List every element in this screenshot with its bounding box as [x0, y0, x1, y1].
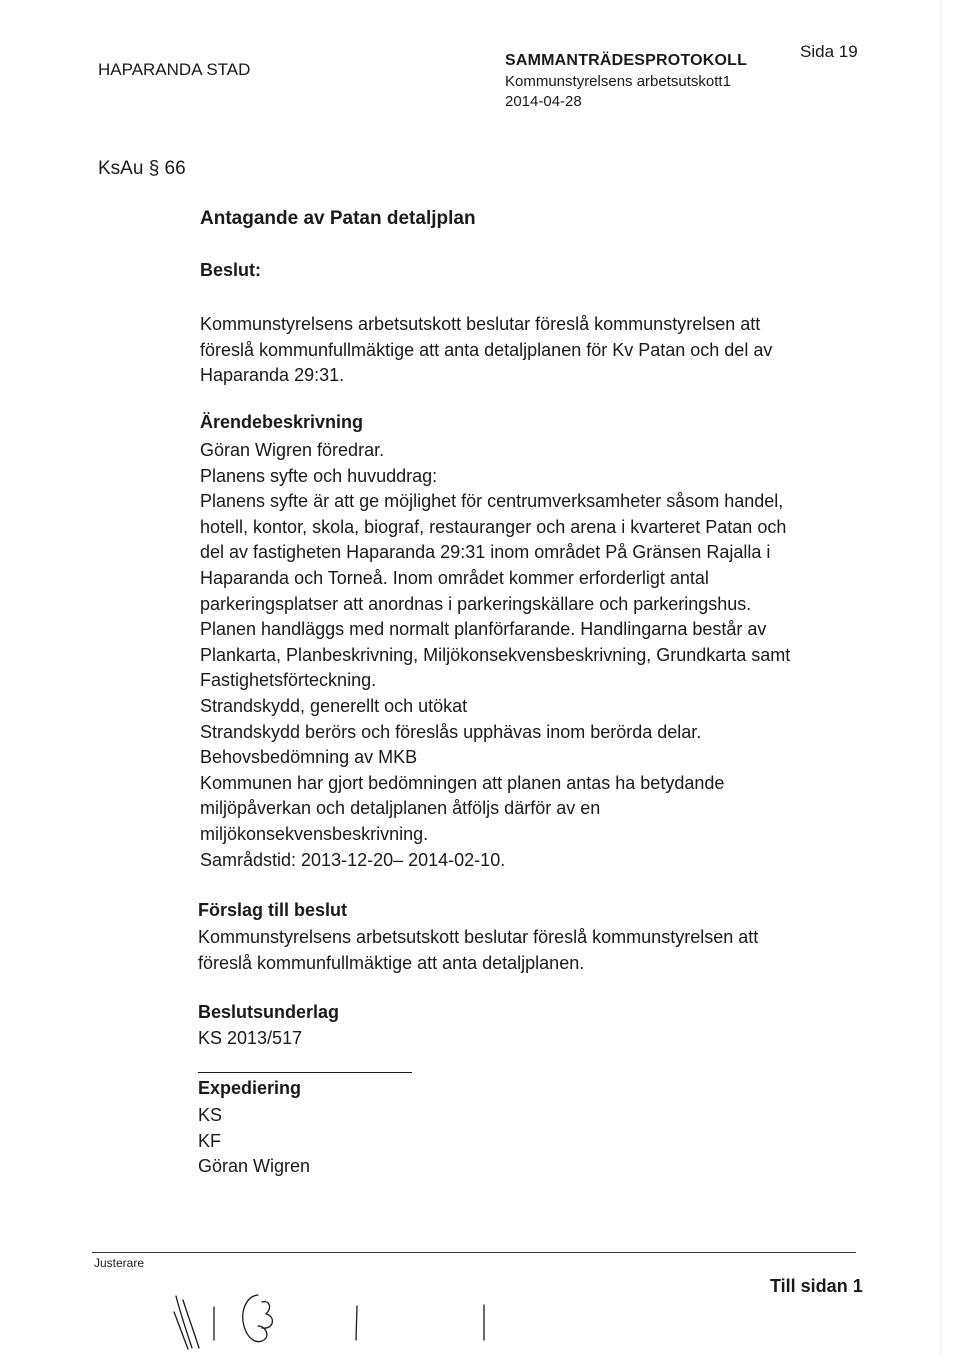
- case-line: Planens syfte och huvuddrag:: [200, 465, 438, 486]
- adjuster-label: Justerare: [94, 1256, 145, 1270]
- proposal-line: Kommunstyrelsens arbetsutskott beslutar föreslå kommunstyrelsen att: [198, 927, 759, 947]
- case-line: Planens syfte är att ge möjlighet för centrumverksamheter såsom handel,: [200, 491, 784, 512]
- case-line: Fastighetsförteckning.: [200, 670, 377, 691]
- case-line: del av fastigheten Haparanda 29:31 inom området På Gränsen Rajalla i: [200, 542, 771, 563]
- signature-stroke-4: [356, 1306, 357, 1340]
- next-page-label: Till sidan 1: [770, 1276, 863, 1296]
- case-line: Behovsbedömning av MKB: [200, 747, 418, 768]
- decision-line: Kommunstyrelsens arbetsutskott beslutar föreslå kommunstyrelsen att: [200, 314, 761, 334]
- case-line: Göran Wigren föredrar.: [200, 440, 385, 460]
- signature-initial-3: [243, 1295, 273, 1342]
- case-line: Strandskydd berörs och föreslås upphävas inom berörda delar.: [200, 721, 702, 742]
- case-line: Samrådstid: 2013-12-20– 2014-02-10.: [200, 849, 506, 870]
- organization-name: HAPARANDA STAD: [98, 60, 251, 79]
- dispatch-recipient: KF: [198, 1130, 222, 1151]
- committee-name: Kommunstyrelsens arbetsutskott1: [505, 73, 731, 90]
- case-line: Kommunen har gjort bedömningen att planen antas ha betydande: [200, 772, 725, 793]
- case-line: Haparanda och Torneå. Inom området kommer erforderligt antal: [200, 567, 709, 588]
- decision-line: föreslå kommunfullmäktige att anta detaljplanen för Kv Patan och del av: [200, 339, 773, 360]
- basis-heading: Beslutsunderlag: [198, 1002, 340, 1022]
- proposal-heading: Förslag till beslut: [198, 900, 348, 920]
- paragraph-number: KsAu § 66: [98, 158, 186, 179]
- page-number: Sida 19: [800, 42, 858, 61]
- document-type: SAMMANTRÄDESPROTOKOLL: [505, 52, 748, 69]
- case-line: Strandskydd, generellt och utökat: [200, 695, 468, 716]
- dispatch-recipient: Göran Wigren: [198, 1156, 311, 1177]
- case-line: miljökonsekvensbeskrivning.: [200, 823, 429, 844]
- decision-line: Haparanda 29:31.: [200, 365, 345, 386]
- item-title: Antagande av Patan detaljplan: [200, 208, 476, 229]
- basis-line: KS 2013/517: [198, 1028, 303, 1048]
- case-description-heading: Ärendebeskrivning: [200, 412, 364, 432]
- case-line: Planen handläggs med normalt planförfarande. Handlingarna består av: [200, 619, 767, 640]
- dispatch-heading: Expediering: [198, 1078, 302, 1098]
- case-line: miljöpåverkan och detaljplanen åtföljs därför av en: [200, 798, 601, 819]
- case-line: hotell, kontor, skola, biograf, restauranger och arena i kvarteret Patan och: [200, 516, 787, 537]
- decision-heading: Beslut:: [200, 260, 262, 280]
- case-line: Plankarta, Planbeskrivning, Miljökonsekvensbeskrivning, Grundkarta samt: [200, 644, 791, 665]
- meeting-date: 2014-04-28: [505, 93, 582, 110]
- dispatch-recipient: KS: [198, 1105, 223, 1125]
- case-line: parkeringsplatser att anordnas i parkeringskällare och parkeringshus.: [200, 593, 752, 614]
- signature-initial-1: [174, 1296, 199, 1349]
- proposal-line: föreslå kommunfullmäktige att anta detaljplanen.: [198, 952, 585, 973]
